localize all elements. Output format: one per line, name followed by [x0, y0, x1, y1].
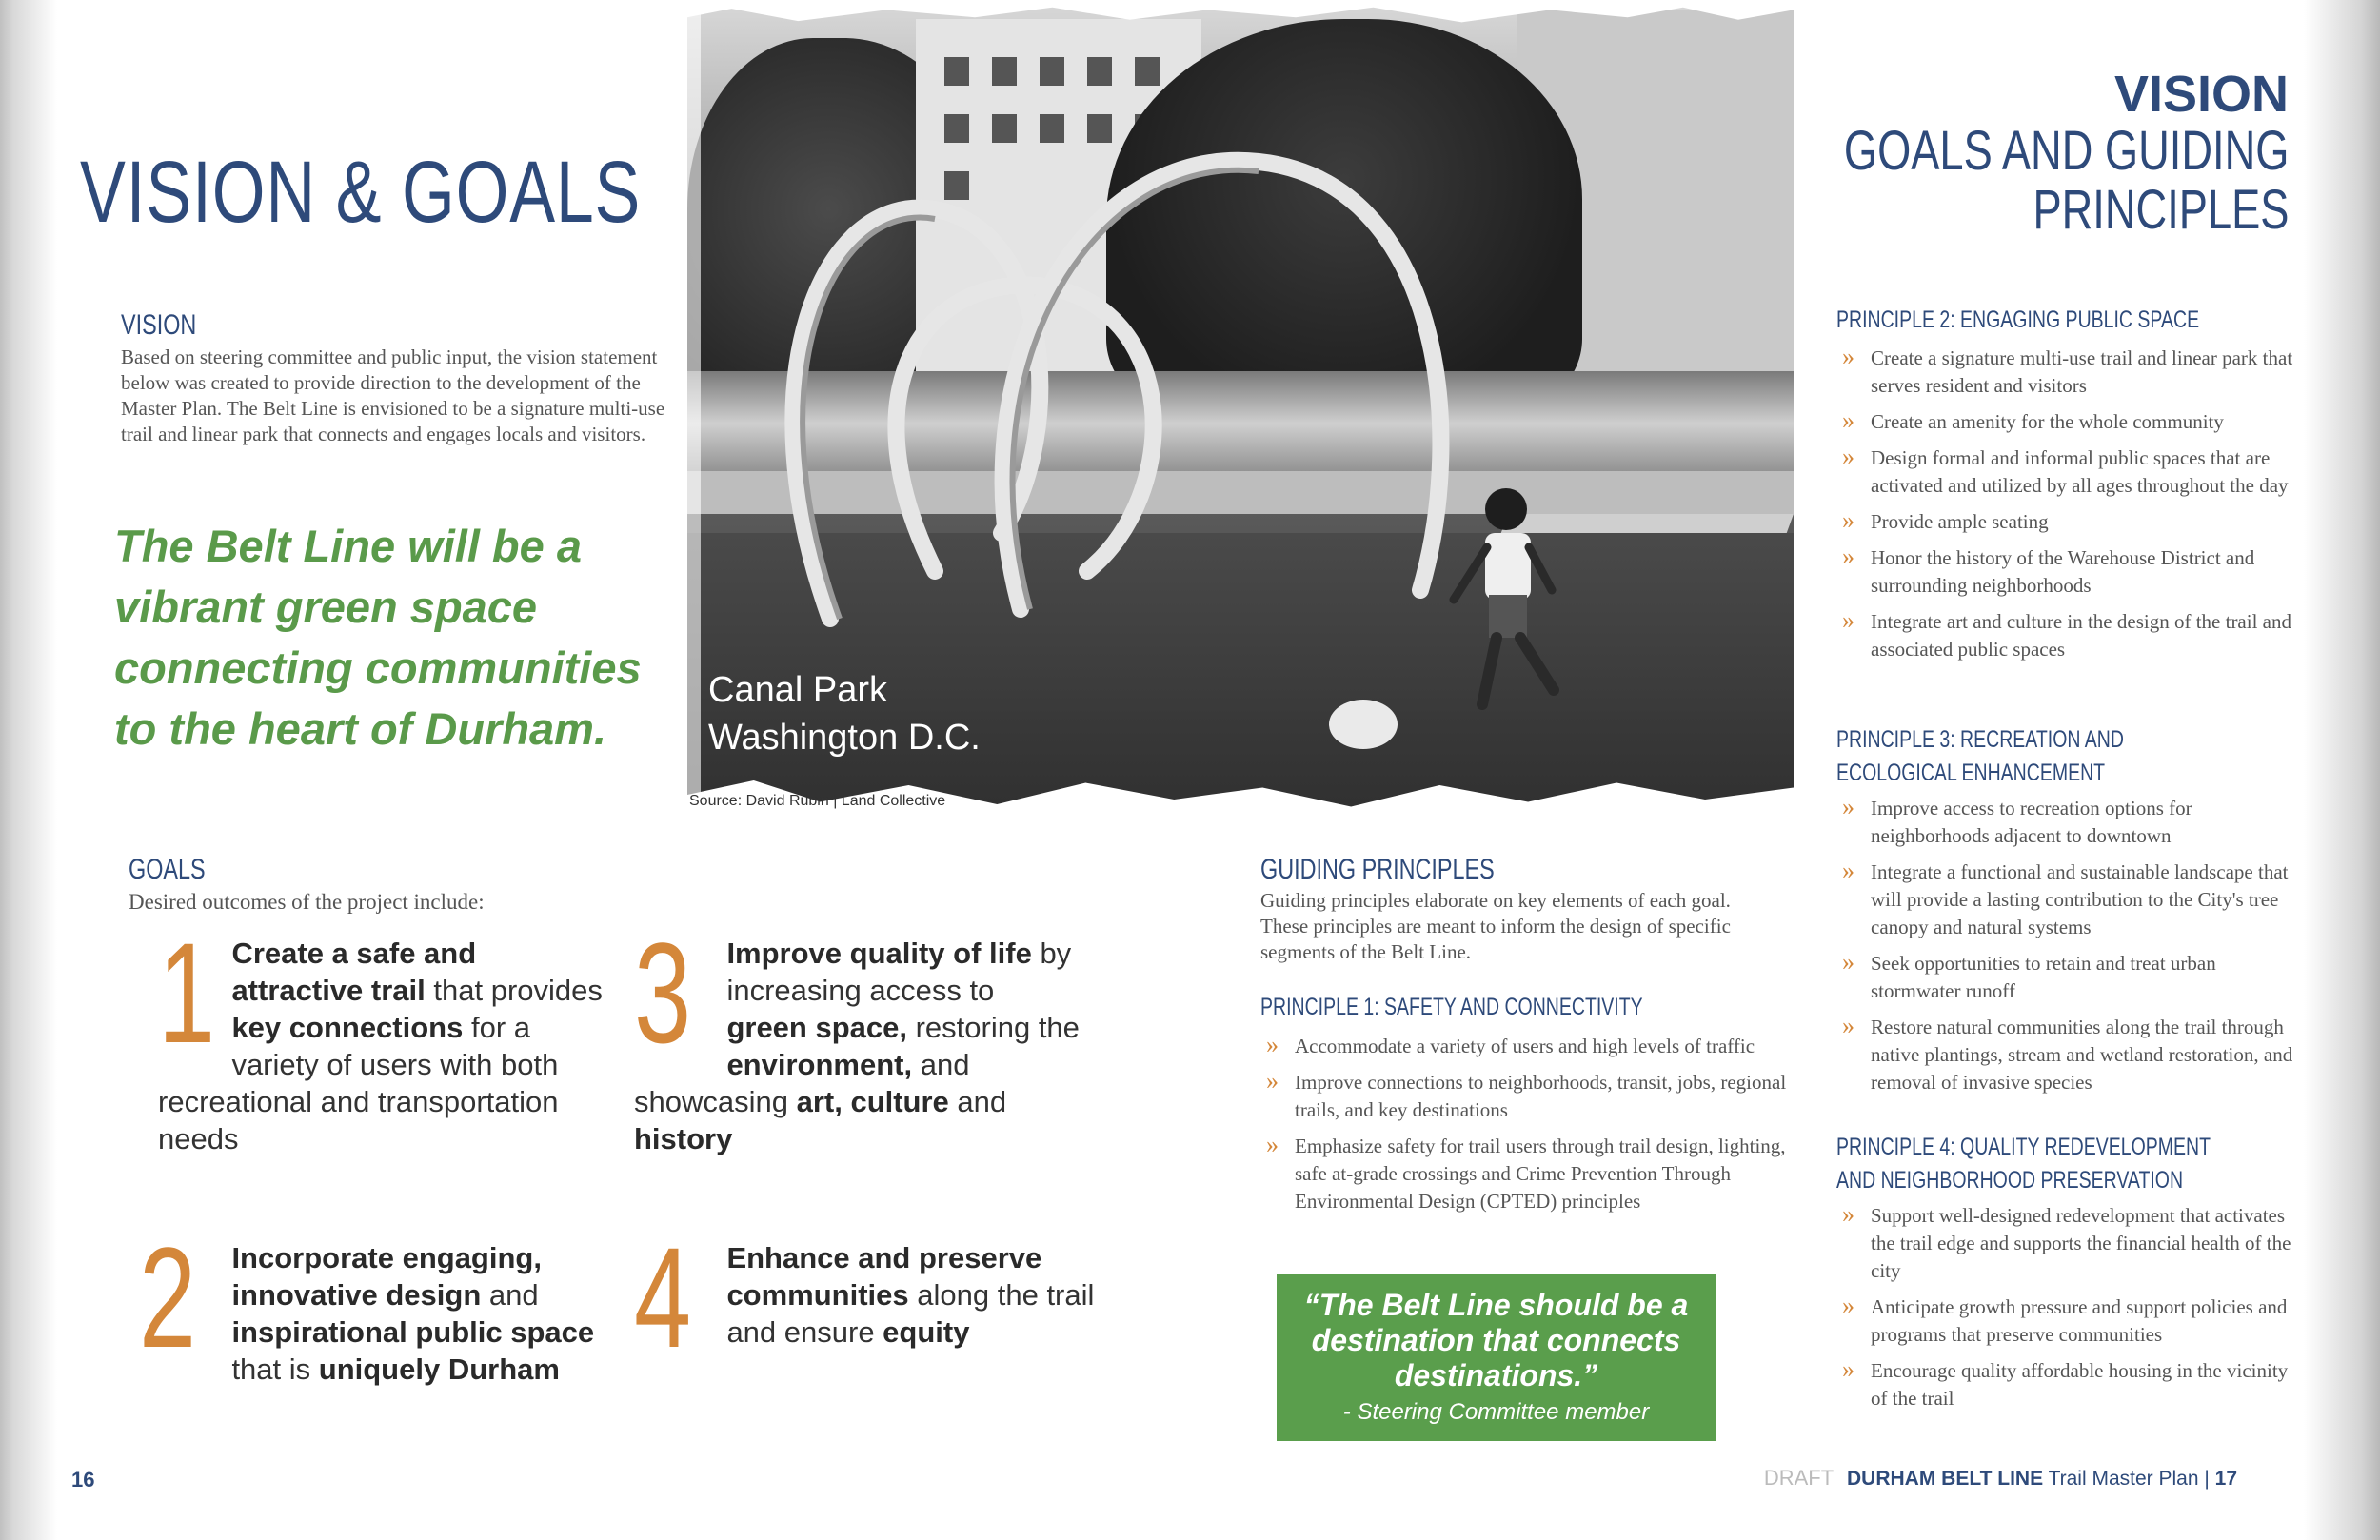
chevron-right-icon: » — [1842, 343, 1854, 370]
vision-heading: VISION — [121, 309, 197, 341]
chevron-right-icon: » — [1266, 1067, 1279, 1095]
list-item: » Provide ample seating — [1842, 506, 2049, 534]
chevron-right-icon: » — [1842, 1292, 1854, 1319]
principle-1-heading: PRINCIPLE 1: SAFETY AND CONNECTIVITY — [1260, 994, 1643, 1020]
list-item: » Encourage quality affordable housing in the vicinity of the trail — [1842, 1355, 2289, 1410]
vision-statement-quote: The Belt Line will be a vibrant green space connecting communities to the heart of Durham. — [114, 521, 642, 754]
section-title-block — [1718, 67, 2289, 240]
draft-mark: DRAFT — [1763, 1466, 1835, 1490]
page-title: VISION & GOALS — [80, 144, 642, 241]
quote-text: “The Belt Line should be a destination that connects destinations.” — [1303, 1288, 1689, 1392]
chevron-right-icon: » — [1842, 793, 1854, 820]
list-item: » Integrate a functional and sustainable landscape that will provide a lasting contribution to the City's tree canopy and natural systems — [1842, 857, 2289, 938]
left-page-number: 16 — [71, 1468, 95, 1491]
goal-number: 4 — [634, 1217, 692, 1377]
chevron-right-icon: » — [1842, 443, 1854, 470]
photo-caption-place: Canal Park — [708, 670, 887, 710]
right-page-footer — [1764, 1466, 2237, 1491]
photo-source: Source: David Rubin | Land Collective — [689, 793, 946, 809]
goal-number: 1 — [158, 913, 216, 1073]
list-item: » Honor the history of the Warehouse District and surrounding neighborhoods — [1842, 543, 2255, 597]
steering-committee-quote — [1277, 1274, 1716, 1441]
goals-heading: GOALS — [129, 854, 206, 885]
photo-child-playing — [1449, 485, 1563, 723]
chevron-right-icon: » — [1842, 1355, 1854, 1383]
chevron-right-icon: » — [1842, 948, 1854, 976]
chevron-right-icon: » — [1842, 857, 1854, 884]
left-page-grunge-edge — [0, 0, 67, 1540]
goal-1: 1 Create a safe and attractive trail that provides key connections for a variety of users with both recreational and transportation needs — [158, 913, 603, 1155]
principle-2-list — [1836, 345, 2303, 672]
list-item: » Create an amenity for the whole community — [1842, 406, 2224, 434]
principle-2-heading: PRINCIPLE 2: ENGAGING PUBLIC SPACE — [1836, 306, 2200, 333]
vision-text: Based on steering committee and public input, the vision statement below was created to provide direction to the development of the Master Plan. The Belt Line is envisioned to be a signature multi-use trail and linear park that connects and engages locals and visitors. — [121, 346, 665, 445]
section-title-line3: PRINCIPLES — [2032, 179, 2289, 241]
section-title-line2: GOALS AND GUIDING — [1843, 120, 2289, 182]
list-item: » Seek opportunities to retain and treat urban stormwater runoff — [1842, 948, 2216, 1002]
principle-4-heading: PRINCIPLE 4: QUALITY REDEVELOPMENT AND NEIGHBORHOOD PRESERVATION — [1836, 1134, 2211, 1194]
goal-4: 4 Enhance and preserve communities along the trail and ensure equity — [634, 1217, 1095, 1377]
list-item: » Integrate art and culture in the design of the trail and associated public spaces — [1842, 606, 2291, 661]
list-item: » Emphasize safety for trail users through trail design, lighting, safe at-grade crossings and Crime Prevention Through Environmental Design (CPTED) principles — [1266, 1131, 1786, 1213]
principle-3-heading: PRINCIPLE 3: RECREATION AND ECOLOGICAL ENHANCEMENT — [1836, 726, 2124, 786]
list-item: » Restore natural communities along the trail through native plantings, stream and wetland restoration, and removal of invasive species — [1842, 1012, 2293, 1094]
list-item: » Improve connections to neighborhoods, transit, jobs, regional trails, and key destinations — [1266, 1067, 1787, 1121]
section-title-vision: VISION — [2113, 66, 2289, 123]
chevron-right-icon: » — [1842, 1012, 1854, 1039]
canal-park-photo — [687, 0, 1794, 823]
principle-3-list — [1836, 795, 2303, 1105]
chevron-right-icon: » — [1842, 1200, 1854, 1228]
list-item: » Design formal and informal public spaces that are activated and utilized by all ages throughout the day — [1842, 443, 2289, 497]
right-page-grunge-edge — [2294, 0, 2380, 1540]
list-item: » Improve access to recreation options for neighborhoods adjacent to downtown — [1842, 793, 2192, 847]
chevron-right-icon: » — [1842, 606, 1854, 634]
chevron-right-icon: » — [1842, 506, 1854, 534]
right-page-number: 17 — [2214, 1468, 2237, 1490]
goal-number: 3 — [634, 913, 692, 1073]
chevron-right-icon: » — [1266, 1131, 1279, 1158]
footer-document-name: Trail Master Plan | — [2048, 1468, 2210, 1490]
list-item: » Create a signature multi-use trail and linear park that serves resident and visitors — [1842, 343, 2293, 397]
guiding-principles-text: Guiding principles elaborate on key elements of each goal. These principles are meant to inform the design of specific segments of the Belt Line. — [1260, 889, 1731, 963]
chevron-right-icon: » — [1266, 1031, 1279, 1058]
goals-intro: Desired outcomes of the project include: — [129, 890, 485, 914]
list-item: » Anticipate growth pressure and support policies and programs that preserve communities — [1842, 1292, 2288, 1346]
photo-ball — [1329, 700, 1398, 749]
list-item: » Accommodate a variety of users and high levels of traffic — [1266, 1031, 1755, 1058]
guiding-principles-heading: GUIDING PRINCIPLES — [1260, 854, 1495, 885]
chevron-right-icon: » — [1842, 543, 1854, 570]
principle-1-list — [1260, 1033, 1794, 1224]
goal-2: 2 Incorporate engaging, innovative design and inspirational public space that is uniquely Durham — [139, 1217, 595, 1386]
photo-caption-city: Washington D.C. — [708, 718, 981, 758]
footer-project-name: DURHAM BELT LINE — [1847, 1468, 2044, 1490]
list-item: » Support well-designed redevelopment that activates the trail edge and supports the financial health of the city — [1842, 1200, 2291, 1282]
goal-number: 2 — [139, 1217, 197, 1377]
photo-caption — [708, 666, 981, 761]
principle-4-list — [1836, 1202, 2303, 1421]
goal-3: 3 Improve quality of life by increasing access to green space, restoring the environment, and showcasing art, culture and history — [634, 913, 1080, 1155]
chevron-right-icon: » — [1842, 406, 1854, 434]
quote-attribution: - Steering Committee member — [1342, 1399, 1650, 1425]
